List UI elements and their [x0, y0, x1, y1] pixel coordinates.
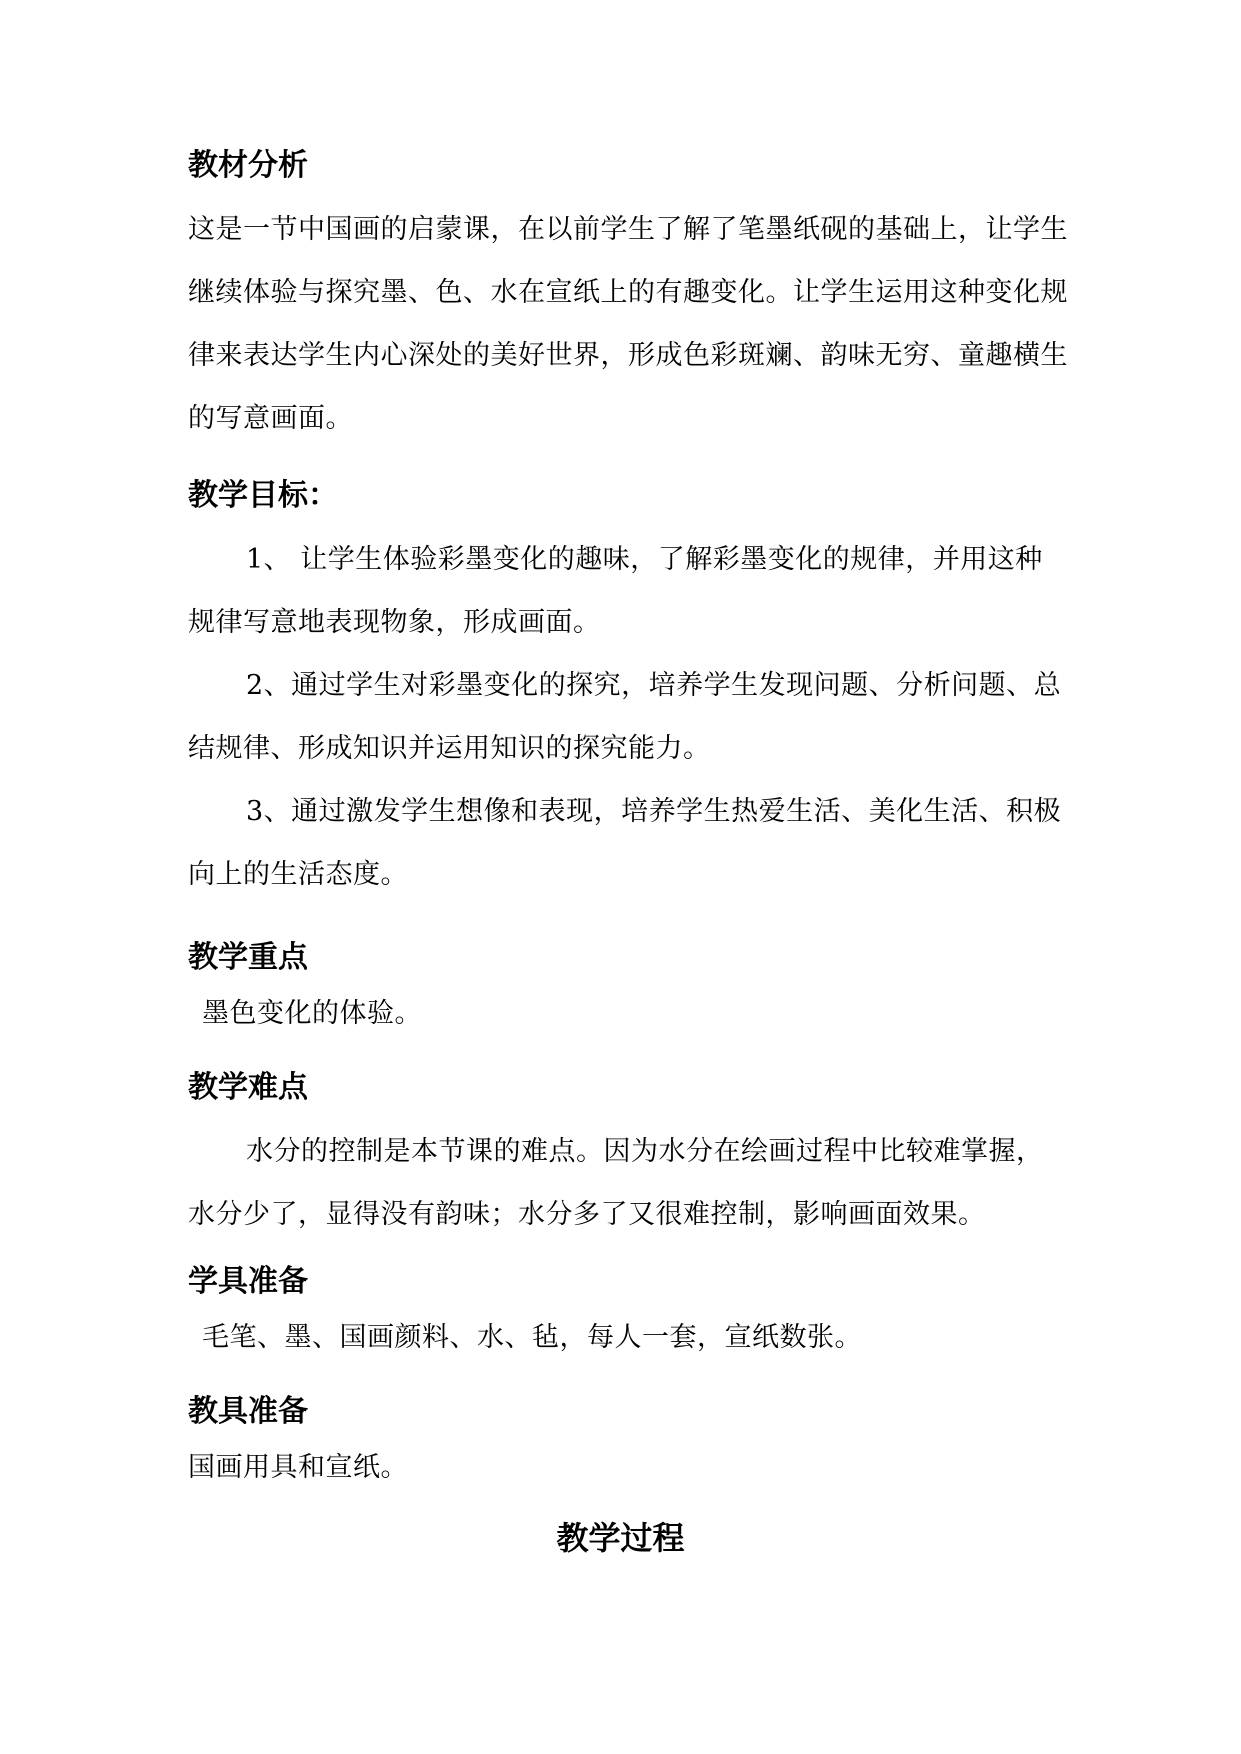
teacher-materials-heading: 教具准备: [188, 1394, 308, 1429]
difficulty-section: [188, 1068, 1068, 1246]
teaching-goals-section: [188, 476, 1068, 906]
teaching-goals-heading: 教学目标：: [188, 478, 338, 513]
material-analysis-heading: 教材分析: [188, 148, 308, 183]
teacher-materials-section: [188, 1392, 1068, 1499]
material-analysis-section: [188, 146, 1068, 450]
difficulty-heading: 教学难点: [188, 1070, 308, 1105]
teaching-goal-item-3: 3、通过激发学生想像和表现，培养学生热爱生活、美化生活、积极向上的生活态度。: [188, 796, 1062, 890]
difficulty-body: 水分的控制是本节课的难点。因为水分在绘画过程中比较难掌握，水分少了，显得没有韵味；水分多了又很难控制，影响画面效果。: [188, 1136, 1044, 1230]
key-point-body: 墨色变化的体验。: [202, 998, 422, 1029]
student-materials-section: [188, 1262, 1068, 1369]
teacher-materials-body: 国画用具和宣纸。: [188, 1452, 408, 1483]
key-point-section: [188, 938, 1068, 1045]
teaching-goal-item-1: 1、 让学生体验彩墨变化的趣味，了解彩墨变化的规律，并用这种规律写意地表现物象，形成画面。: [188, 544, 1043, 638]
teaching-goal-item-2: 2、通过学生对彩墨变化的探究，培养学生发现问题、分析问题、总结规律、形成知识并运用知识的探究能力。: [188, 670, 1062, 764]
student-materials-body: 毛笔、墨、国画颜料、水、毡，每人一套，宣纸数张。: [202, 1322, 862, 1353]
student-materials-heading: 学具准备: [188, 1264, 308, 1299]
key-point-heading: 教学重点: [188, 940, 308, 975]
material-analysis-body: 这是一节中国画的启蒙课，在以前学生了解了笔墨纸砚的基础上，让学生继续体验与探究墨、色、水在宣纸上的有趣变化。让学生运用这种变化规律来表达学生内心深处的美好世界，形成色彩斑斓、韵味无穷、童趣横生的写意画面。: [188, 214, 1068, 434]
teaching-process-title: 教学过程: [556, 1519, 685, 1557]
